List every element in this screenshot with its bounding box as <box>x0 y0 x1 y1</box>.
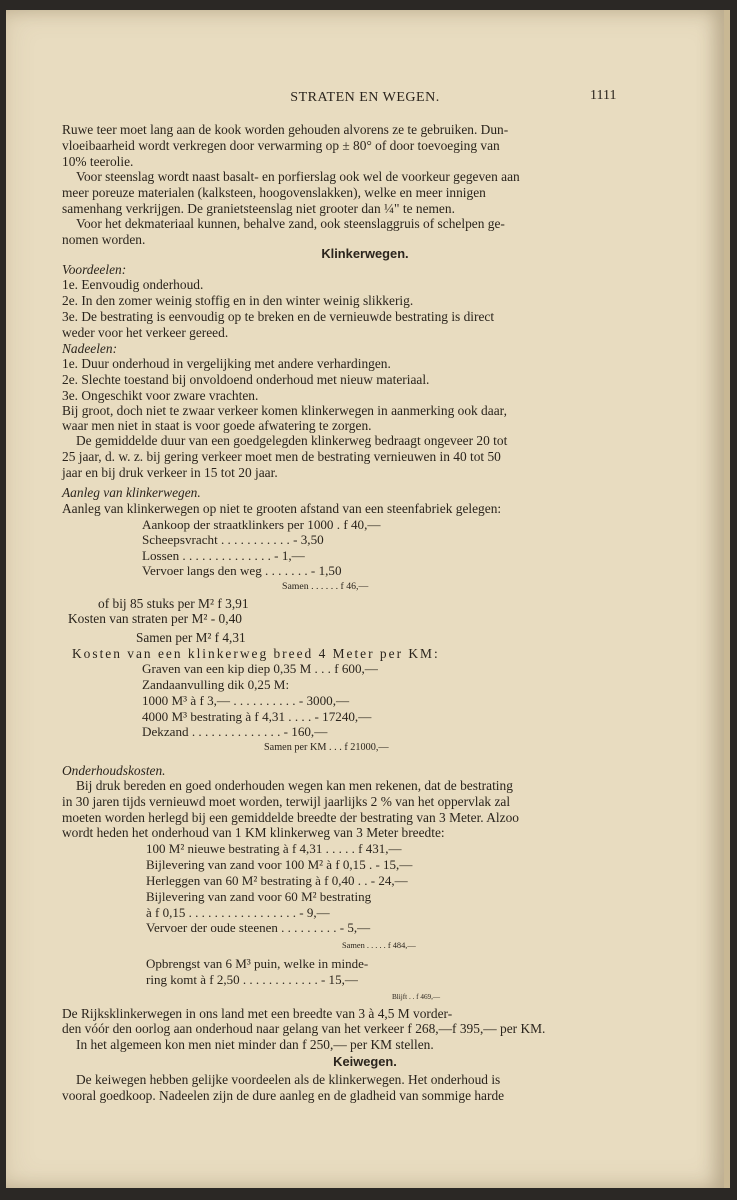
text-line: In het algemeen kon men niet minder dan f 250,— per KM stellen. <box>76 1037 434 1052</box>
cost-total: Samen . . . . . . f 46,— <box>282 581 369 592</box>
text-line: Bij groot, doch niet te zwaar verkeer komen klinkerwegen in aanmerking ook daar, <box>62 403 507 418</box>
cost-total: Samen . . . . . f 484,— <box>342 941 416 950</box>
list-item: 1e. Eenvoudig onderhoud. <box>62 277 204 292</box>
text-line: 10% teerolie. <box>62 154 134 169</box>
subheading: Nadeelen: <box>62 341 118 356</box>
text-line: Bij druk bereden en goed onderhouden wegen kan men rekenen, dat de bestrating <box>76 778 513 793</box>
cost-row: 1000 M³ à f 3,— . . . . . . . . . . - 3000,— <box>142 693 350 708</box>
cost-row: Bijlevering van zand voor 60 M² bestrating <box>146 889 372 904</box>
section-heading: Keiwegen. <box>333 1054 397 1069</box>
cost-row: 4000 M³ bestrating à f 4,31 . . . . - 17240,— <box>142 709 372 724</box>
subheading: Aanleg van klinkerwegen. <box>62 485 201 500</box>
list-item: 2e. In den zomer weinig stoffig en in den winter weinig slikkerig. <box>62 293 414 308</box>
text-line: Voor het dekmateriaal kunnen, behalve zand, ook steenslaggruis of schelpen ge- <box>76 216 505 231</box>
text-line: 25 jaar, d. w. z. bij gering verkeer moet men de bestrating vernieuwen in 40 tot 50 <box>62 449 501 464</box>
list-item: 3e. De bestrating is eenvoudig op te breken en de vernieuwde bestrating is direct <box>62 309 495 324</box>
cost-row: Herleggen van 60 M² bestrating à f 0,40 . . - 24,— <box>146 873 408 888</box>
text-line: den vóór den oorlog aan onderhoud naar gelang van het verkeer f 268,—f 395,— per KM. <box>62 1021 546 1036</box>
text-line: De gemiddelde duur van een goedgelegden klinkerweg bedraagt ongeveer 20 tot <box>76 433 508 448</box>
text-line: Aanleg van klinkerwegen op niet te grooten afstand van een steenfabriek gelegen: <box>62 501 502 516</box>
cost-row: Vervoer langs den weg . . . . . . . - 1,50 <box>142 563 342 578</box>
text-line: weder voor het verkeer gereed. <box>62 325 229 340</box>
text-line: De keiwegen hebben gelijke voordeelen als de klinkerwegen. Het onderhoud is <box>76 1072 501 1087</box>
cost-row: Zandaanvulling dik 0,25 M: <box>142 677 290 692</box>
text-line: wordt heden het onderhoud van 1 KM klinkerweg van 3 Meter breedte: <box>62 825 445 840</box>
text-line: vloeibaarheid wordt verkregen door verwarming op ± 80° of door toevoeging van <box>62 138 500 153</box>
list-item: 1e. Duur onderhoud in vergelijking met andere verhardingen. <box>62 356 391 371</box>
text-line: De Rijksklinkerwegen in ons land met een breedte van 3 à 4,5 M vorder- <box>62 1006 453 1021</box>
subheading: Onderhoudskosten. <box>62 763 166 778</box>
book-page <box>6 10 724 1188</box>
text-line: Voor steenslag wordt naast basalt- en porfierslag ook wel de voorkeur gegeven aan <box>76 169 520 184</box>
text-line: nomen worden. <box>62 232 146 247</box>
text-line: Kosten van een klinkerweg breed 4 Meter per KM: <box>72 646 440 661</box>
cost-row: Lossen . . . . . . . . . . . . . . - 1,— <box>142 548 305 563</box>
text-line: Ruwe teer moet lang aan de kook worden gehouden alvorens ze te gebruiken. Dun- <box>62 122 509 137</box>
text-line: waar men niet in staat is voor goede afwatering te zorgen. <box>62 418 372 433</box>
cost-row: Graven van een kip diep 0,35 M . . . f 600,— <box>142 661 378 676</box>
text-line: samenhang verkrijgen. De granietsteenslag niet grooter dan ¼" te nemen. <box>62 201 455 216</box>
cost-total: Samen per KM . . . f 21000,— <box>264 742 389 753</box>
page-edge <box>724 10 730 1188</box>
text-line: moeten worden herlegd bij een gemiddelde breedte der bestrating van 3 Meter. Alzoo <box>62 810 519 825</box>
cost-row: of bij 85 stuks per M² f 3,91 <box>98 596 249 611</box>
cost-row: Kosten van straten per M² - 0,40 <box>68 611 242 626</box>
cost-row: ring komt à f 2,50 . . . . . . . . . . . . - 15,— <box>146 972 358 987</box>
cost-row: à f 0,15 . . . . . . . . . . . . . . . . . - 9,— <box>146 905 330 920</box>
cost-row: Bijlevering van zand voor 100 M² à f 0,15 . - 15,— <box>146 857 413 872</box>
subheading: Voordeelen: <box>62 262 127 277</box>
cost-total: Samen per M² f 4,31 <box>136 630 246 645</box>
text-line: meer poreuze materialen (kalksteen, hoogovenslakken), welke en meer innigen <box>62 185 486 200</box>
cost-row: 100 M² nieuwe bestrating à f 4,31 . . . . . f 431,— <box>146 841 402 856</box>
list-item: 2e. Slechte toestand bij onvoldoend onderhoud met nieuw materiaal. <box>62 372 430 387</box>
text-line: vooral goedkoop. Nadeelen zijn de dure aanleg en de gladheid van sommige harde <box>62 1088 505 1103</box>
cost-total: Blijft . . f 469,— <box>392 993 441 1001</box>
text-line: in 30 jaren tijds vernieuwd moet worden, terwijl jaarlijks 2 % van het oppervlak zal <box>62 794 511 809</box>
running-header: STRATEN EN WEGEN. <box>290 90 440 105</box>
section-heading: Klinkerwegen. <box>321 246 409 261</box>
list-item: 3e. Ongeschikt voor zware vrachten. <box>62 388 259 403</box>
cost-row: Vervoer der oude steenen . . . . . . . . . - 5,— <box>146 920 371 935</box>
text-line: jaar en bij druk verkeer in 15 tot 20 jaar. <box>62 465 278 480</box>
cost-row: Opbrengst van 6 M³ puin, welke in minde- <box>146 956 369 971</box>
cost-row: Scheepsvracht . . . . . . . . . . . - 3,50 <box>142 532 324 547</box>
page-number: 1111 <box>590 88 617 103</box>
cost-row: Dekzand . . . . . . . . . . . . . . - 160,— <box>142 724 328 739</box>
cost-row: Aankoop der straatklinkers per 1000 . f 40,— <box>142 517 381 532</box>
